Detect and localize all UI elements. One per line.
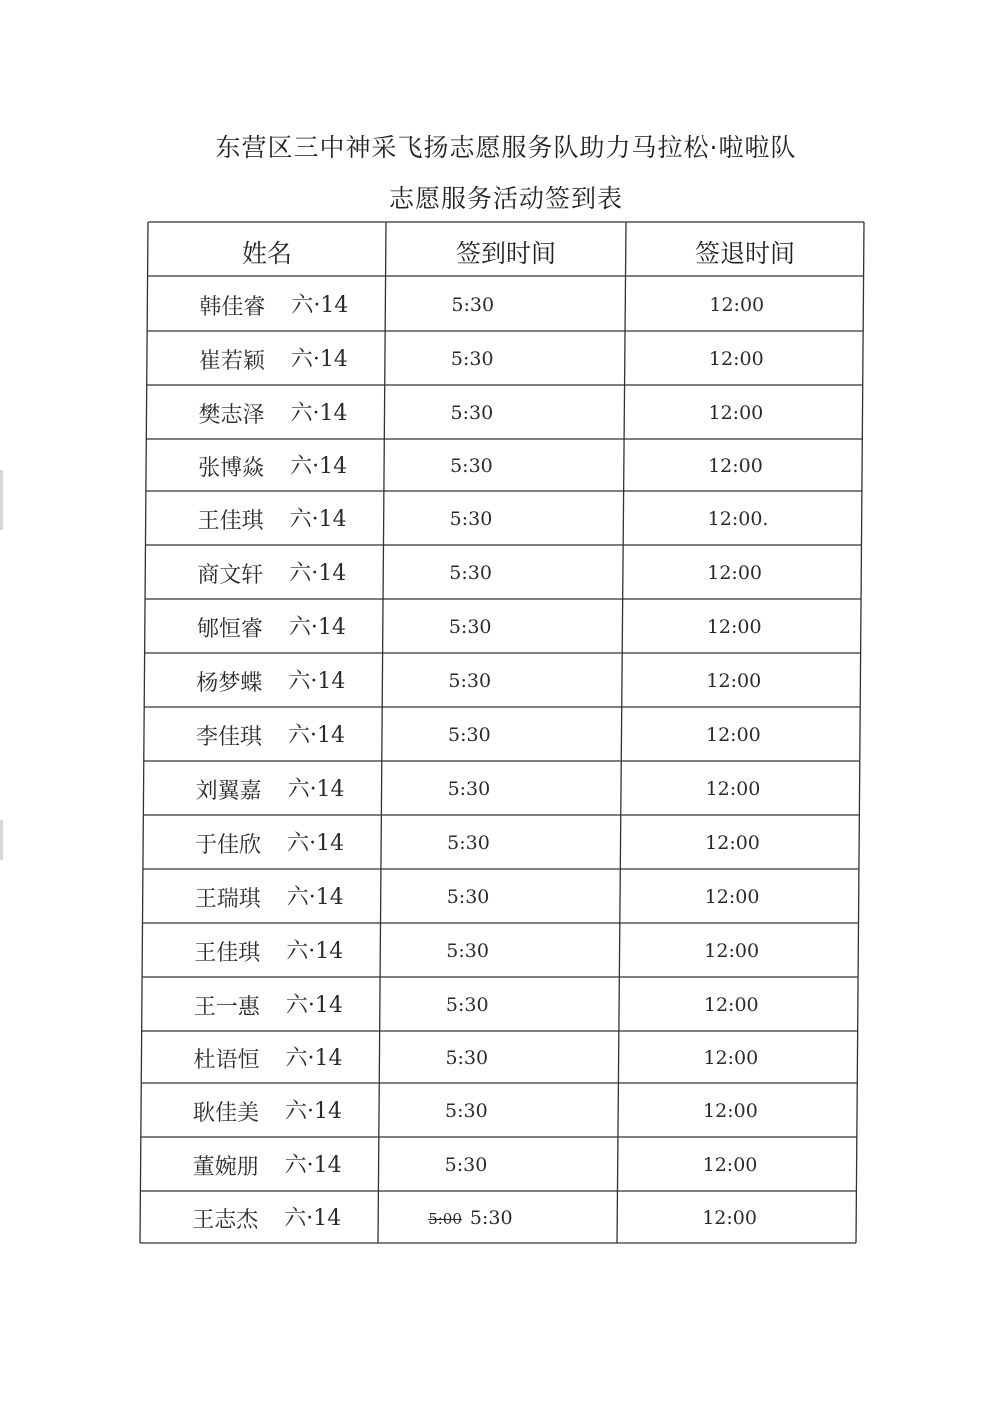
- cell-sign-out-time: 12:00: [703, 1047, 759, 1069]
- sign-in-value: 5:30: [444, 1154, 488, 1176]
- cell-name: 张博焱: [198, 456, 265, 481]
- sign-in-value: 5:30: [447, 724, 491, 746]
- sign-in-value: 5:30: [445, 994, 489, 1016]
- cell-mark: 六·14: [284, 1206, 342, 1231]
- cell-name: 王一惠: [193, 995, 260, 1020]
- cell-mark: 六·14: [287, 723, 345, 748]
- cell-mark: 六·14: [285, 1046, 343, 1071]
- cell-sign-in-time: [450, 455, 493, 477]
- cell-sign-out-time: 12:00: [703, 1100, 758, 1122]
- cell-name: 刘翼嘉: [195, 779, 262, 804]
- cell-sign-in-time: [448, 724, 491, 746]
- cell-sign-out-time: 12:00: [703, 994, 759, 1016]
- document-subtitle: 志愿服务活动签到表: [388, 184, 623, 213]
- cell-sign-out-time: 12:00: [706, 616, 762, 638]
- cell-sign-out-time: 12:00: [706, 670, 762, 692]
- cell-name: 郇恒睿: [196, 617, 263, 642]
- cell-mark: 六·14: [289, 561, 347, 586]
- cell-mark: 六·14: [286, 885, 344, 910]
- cell-name: 于佳欣: [195, 833, 262, 858]
- sign-in-value: 5:30: [450, 402, 494, 424]
- cell-name: 耿佳美: [193, 1101, 260, 1126]
- cell-sign-in-time: [445, 1047, 488, 1069]
- cell-name: 王志杰: [192, 1208, 259, 1233]
- cell-mark: 六·14: [289, 507, 347, 532]
- cell-sign-in-time: [447, 832, 490, 854]
- cell-sign-out-time: 12:00: [705, 832, 760, 854]
- table-rule: [378, 222, 386, 1243]
- sign-in-value: 5:30: [449, 562, 492, 584]
- cell-sign-in-time: [448, 778, 491, 800]
- cell-name: 韩佳睿: [199, 294, 266, 320]
- sign-in-value: 5:30: [446, 886, 490, 908]
- document-title: 东营区三中神采飞扬志愿服务队助力马拉松·啦啦队: [215, 133, 797, 162]
- header-name: 姓名: [241, 239, 292, 268]
- cell-name: 李佳琪: [195, 725, 262, 750]
- cell-sign-in-time: [428, 1207, 512, 1229]
- cell-sign-in-time: [449, 616, 492, 638]
- header-sign-in-time: 签到时间: [455, 239, 556, 268]
- cell-sign-in-time: [446, 940, 489, 962]
- cell-sign-in-time: [448, 670, 491, 692]
- sign-in-value: 5:30: [447, 832, 490, 854]
- cell-sign-out-time: 12:00: [705, 778, 761, 800]
- cell-mark: 六·14: [290, 454, 348, 479]
- cell-sign-in-time: [445, 1100, 488, 1122]
- cell-mark: 六·14: [287, 777, 345, 802]
- cell-mark: 六·14: [291, 292, 349, 318]
- cell-name: 王佳琪: [197, 509, 264, 534]
- cell-sign-out-time: 12:00: [708, 455, 763, 477]
- cell-sign-in-time: [449, 562, 492, 584]
- sign-in-value: 5:30: [450, 348, 494, 370]
- cell-mark: 六·14: [288, 615, 346, 640]
- cell-mark: 六·14: [290, 347, 348, 372]
- sign-in-value: 5:30: [446, 940, 489, 962]
- cell-mark: 六·14: [285, 993, 343, 1018]
- cell-sign-out-time: 12:00.: [707, 508, 769, 530]
- table-rule: [617, 222, 626, 1243]
- cell-sign-in-time: [451, 294, 494, 316]
- cell-sign-out-time: 12:00: [704, 886, 760, 908]
- sign-in-value: 5:30: [445, 1047, 489, 1069]
- cell-sign-in-time: [451, 402, 494, 424]
- cell-sign-out-time: 12:00: [708, 348, 764, 370]
- sign-in-value: 5:30: [445, 1100, 488, 1122]
- cell-mark: 六·14: [286, 939, 344, 964]
- cell-sign-out-time: 12:00: [704, 940, 760, 962]
- cell-sign-out-time: 12:00: [702, 1154, 758, 1176]
- struck-time: 5:00: [428, 1210, 462, 1228]
- cell-name: 杜语恒: [193, 1048, 260, 1073]
- cell-name: 董婉朋: [192, 1155, 259, 1180]
- cell-mark: 六·14: [284, 1153, 342, 1178]
- cell-mark: 六·14: [285, 1099, 343, 1124]
- sign-in-value: 5:30: [449, 508, 493, 530]
- sign-in-value: 5:30: [447, 778, 491, 800]
- cell-name: 崔若颖: [198, 349, 265, 374]
- cell-name: 王瑞琪: [194, 887, 261, 912]
- header-sign-out-time: 签退时间: [694, 239, 795, 268]
- sign-in-value: 5:30: [469, 1207, 513, 1229]
- cell-sign-in-time: [446, 994, 489, 1016]
- cell-sign-out-time: 12:00: [709, 293, 765, 316]
- cell-sign-in-time: [450, 508, 493, 530]
- cell-sign-out-time: 12:00: [705, 724, 761, 746]
- cell-sign-in-time: [451, 348, 494, 370]
- cell-sign-in-time: [445, 1154, 488, 1176]
- cell-name: 樊志泽: [198, 403, 265, 428]
- cell-sign-out-time: 12:00: [708, 402, 764, 424]
- sign-in-value: 5:30: [450, 455, 493, 477]
- cell-sign-in-time: [447, 886, 490, 908]
- cell-mark: 六·14: [290, 401, 348, 426]
- cell-mark: 六·14: [288, 669, 346, 694]
- cell-sign-out-time: 12:00: [707, 562, 763, 584]
- cell-mark: 六·14: [287, 831, 345, 856]
- sign-in-value: 5:30: [448, 616, 492, 638]
- table-rule: [856, 222, 864, 1243]
- sign-in-value: 5:30: [451, 293, 495, 316]
- cell-name: 王佳琪: [194, 941, 261, 966]
- sign-in-value: 5:30: [448, 670, 492, 692]
- cell-name: 杨梦蝶: [196, 671, 263, 696]
- cell-sign-out-time: 12:00: [702, 1207, 757, 1229]
- cell-name: 商文轩: [197, 563, 264, 588]
- table-rule: [140, 222, 148, 1243]
